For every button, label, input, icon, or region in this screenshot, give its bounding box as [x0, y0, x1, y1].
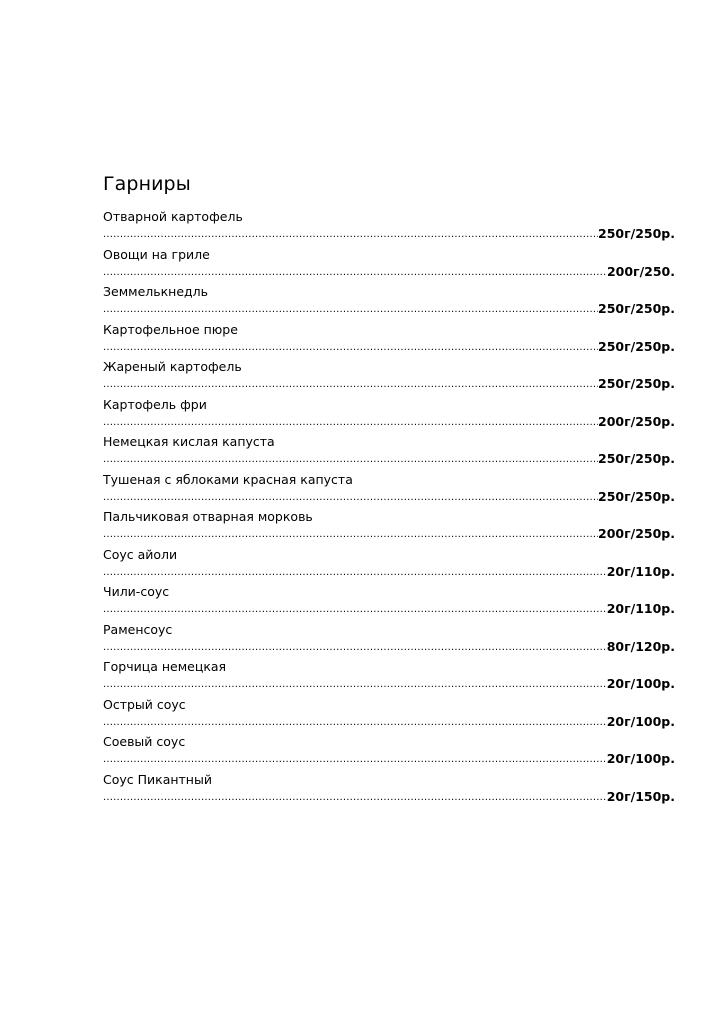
dot-leader — [103, 679, 607, 691]
dot-leader — [103, 304, 598, 316]
item-name: Тушеная с яблоками красная капуста — [103, 471, 353, 487]
menu-item — [103, 397, 675, 435]
item-line — [103, 788, 675, 804]
item-price: 250г/250р. — [598, 301, 675, 316]
item-line — [103, 750, 675, 766]
dot-leader — [103, 717, 607, 729]
item-name: Отварной картофель — [103, 209, 243, 224]
menu-item — [103, 472, 675, 510]
item-price: 20г/100р. — [606, 676, 675, 691]
section-title: Гарниры — [103, 173, 191, 195]
item-line — [103, 413, 675, 429]
item-line — [103, 263, 675, 279]
dot-leader — [103, 492, 598, 504]
item-price: 200г/250р. — [598, 526, 675, 541]
dot-leader — [103, 567, 607, 579]
item-line — [103, 638, 675, 654]
item-price: 250г/250р. — [598, 226, 675, 241]
item-line — [103, 300, 675, 316]
item-line — [103, 525, 675, 541]
dot-leader — [103, 229, 598, 241]
menu-item — [103, 434, 675, 472]
item-name: Соус айоли — [103, 546, 178, 562]
dot-leader — [103, 417, 598, 429]
item-price: 250г/250р. — [598, 488, 675, 504]
dot-leader — [103, 529, 598, 541]
item-name: Овощи на гриле — [103, 246, 210, 262]
item-name: Немецкая кислая капуста — [103, 434, 275, 449]
item-price: 20г/150р. — [606, 788, 675, 804]
item-line — [103, 675, 675, 691]
item-name: Земмелькнедль — [103, 284, 209, 299]
item-name: Пальчиковая отварная морковь — [103, 509, 313, 524]
item-price: 250г/250р. — [598, 338, 675, 354]
menu-item — [103, 284, 675, 322]
menu-item — [103, 622, 675, 660]
item-price: 20г/110р. — [606, 601, 675, 616]
menu-item — [103, 509, 675, 547]
menu-item — [103, 547, 675, 585]
item-price: 200г/250р. — [598, 413, 675, 429]
item-line — [103, 600, 675, 616]
dot-leader — [103, 642, 607, 654]
item-name: Горчица немецкая — [103, 659, 227, 674]
item-name: Картофельное пюре — [103, 321, 238, 337]
item-price: 250г/250р. — [598, 451, 675, 466]
item-line — [103, 563, 675, 579]
item-price: 20г/100р. — [606, 713, 675, 729]
item-line — [103, 713, 675, 729]
dot-leader — [103, 792, 607, 804]
item-line — [103, 488, 675, 504]
item-name: Чили-соус — [103, 584, 170, 599]
item-price: 80г/120р. — [606, 638, 675, 654]
item-price: 20г/110р. — [606, 563, 675, 579]
item-price: 200г/250. — [606, 263, 675, 279]
menu-item — [103, 209, 675, 247]
dot-leader — [103, 754, 607, 766]
menu-item — [103, 584, 675, 622]
menu-item — [103, 772, 675, 810]
menu-item — [103, 359, 675, 397]
menu-list — [103, 209, 675, 809]
item-line — [103, 338, 675, 354]
dot-leader — [103, 342, 598, 354]
menu-item — [103, 734, 675, 772]
item-name: Картофель фри — [103, 396, 207, 412]
item-line — [103, 450, 675, 466]
item-line — [103, 225, 675, 241]
menu-item — [103, 659, 675, 697]
item-name: Раменсоус — [103, 621, 173, 637]
item-name: Соевый соус — [103, 734, 186, 749]
item-name: Жареный картофель — [103, 359, 242, 374]
menu-item — [103, 322, 675, 360]
item-line — [103, 375, 675, 391]
item-name: Соус Пикантный — [103, 771, 212, 787]
menu-item — [103, 697, 675, 735]
dot-leader — [103, 379, 598, 391]
item-price: 20г/100р. — [606, 751, 675, 766]
menu-item — [103, 247, 675, 285]
dot-leader — [103, 267, 607, 279]
item-name: Острый соус — [103, 696, 186, 712]
dot-leader — [103, 604, 607, 616]
dot-leader — [103, 454, 598, 466]
item-price: 250г/250р. — [598, 376, 675, 391]
